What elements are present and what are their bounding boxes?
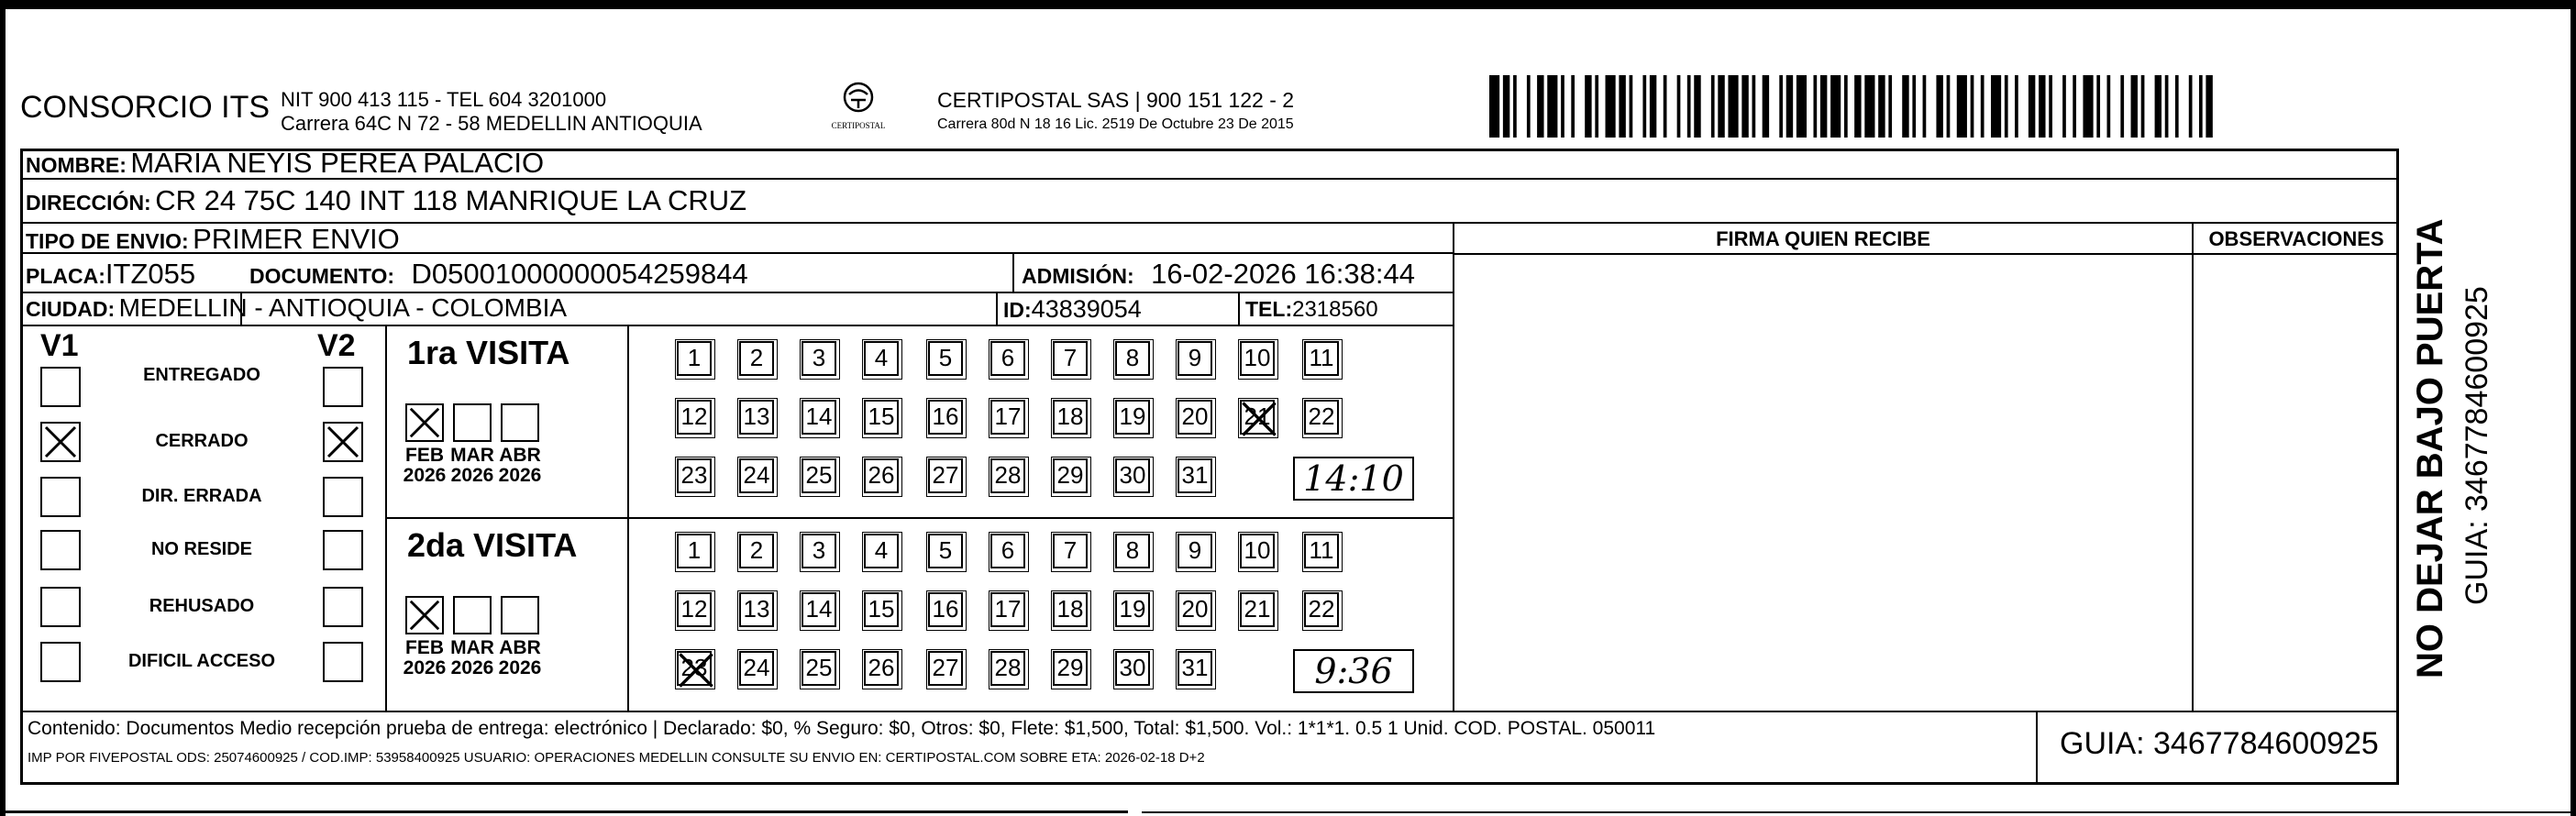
v1-checkbox-6[interactable] [40,642,81,682]
visit2-day-22: 22 [1304,592,1339,627]
visit2-day-10: 10 [1240,534,1275,568]
barcode-bar [2206,75,2212,138]
visit2-day-box[interactable] [675,649,715,689]
visit2-month-abr-checkbox[interactable] [501,596,539,634]
visit1-day-23: 23 [677,458,712,493]
visit2-month-name: FEB [405,637,444,658]
visit1-month-name: ABR [499,445,541,466]
visit1-day-30: 30 [1115,458,1150,493]
barcode-bar [2199,75,2203,138]
admision-label: ADMISIÓN: [1022,264,1134,288]
observaciones-label: OBSERVACIONES [2208,227,2384,250]
visit2-day-box[interactable] [1176,649,1216,689]
barcode-bar [1786,75,1793,138]
visit2-month-feb-checkbox[interactable] [405,596,444,634]
ciudad-value: MEDELLIN - ANTIOQUIA - COLOMBIA [118,293,568,322]
visit2-day-box[interactable] [737,532,778,572]
v1-checkbox-3[interactable] [40,477,81,517]
row-divider [1453,253,2399,255]
bottom-border [0,810,1128,813]
visit2-day-21: 21 [1240,592,1275,627]
bottom-border-right [1142,811,2576,813]
visit1-day-27: 27 [928,458,963,493]
barcode-bar [1718,75,1724,138]
visit1-day-26: 26 [864,458,899,493]
documento-label: DOCUMENTO: [249,264,395,288]
visit1-day-box[interactable] [800,339,840,380]
visit1-day-box[interactable] [1051,457,1091,497]
visit2-day-30: 30 [1115,651,1150,686]
right-border [2570,0,2576,816]
v1-checkbox-1[interactable] [40,367,81,407]
visit1-day-box[interactable] [1051,398,1091,438]
visit1-day-1: 1 [677,341,712,376]
visit2-day-box[interactable] [989,590,1029,631]
id-label: ID: [1003,298,1032,322]
visit2-day-box[interactable] [862,532,902,572]
visit1-day-box[interactable] [737,457,778,497]
ciudad-label: CIUDAD: [26,297,116,321]
visit1-month-label [448,446,497,486]
visit1-day-box[interactable] [926,457,967,497]
barcode-bar [1585,75,1591,138]
company-info [281,88,702,136]
barcode-bar [1537,75,1543,138]
visit1-day-6: 6 [990,341,1025,376]
barcode-bar [1947,75,1951,138]
company-nit: NIT 900 413 115 - TEL 604 3201000 [281,88,607,111]
visit2-day-1: 1 [677,534,712,568]
visit2-day-9: 9 [1177,534,1212,568]
admision-row [1022,258,1415,291]
direccion-label: DIRECCIÓN: [26,191,151,215]
status-label-3: DIR. ERRADA [141,486,262,506]
barcode-bar [1936,75,1942,138]
direccion-value: CR 24 75C 140 INT 118 MANRIQUE LA CRUZ [155,184,747,216]
visit2-day-box[interactable] [1051,590,1091,631]
visit2-day-box[interactable] [926,590,967,631]
visit2-day-box[interactable] [926,532,967,572]
visit1-day-box[interactable] [926,398,967,438]
barcode-bar [1619,75,1625,138]
visit1-day-25: 25 [802,458,836,493]
visit1-day-16: 16 [928,400,963,435]
visit2-day-7: 7 [1053,534,1088,568]
visit1-day-20: 20 [1177,400,1212,435]
visit1-day-4: 4 [864,341,899,376]
id-row [1003,295,1142,324]
visit1-day-box[interactable] [675,457,715,497]
company-address: Carrera 64C N 72 - 58 MEDELLIN ANTIOQUIA [281,112,702,135]
barcode-bar [1630,75,1633,138]
tel-row [1245,297,1378,323]
id-value: 43839054 [1031,295,1142,323]
side-guia: GUIA: 3467784600925 [2460,286,2494,605]
visit2-day-25: 25 [802,651,836,686]
visit2-day-box[interactable] [1176,532,1216,572]
visit1-day-8: 8 [1115,341,1150,376]
visit1-day-31: 31 [1177,458,1212,493]
column-divider [1453,222,1454,711]
visit2-day-11: 11 [1304,534,1339,568]
visit1-day-22: 22 [1304,400,1339,435]
visit1-day-box[interactable] [675,339,715,380]
top-border [0,0,2576,9]
barcode-bar [1664,75,1667,138]
visit2-day-12: 12 [677,592,712,627]
barcode-bar [2120,75,2124,138]
visit2-month-year: 2026 [403,657,447,678]
visit2-day-box[interactable] [800,590,840,631]
visit1-day-box[interactable] [1113,457,1154,497]
barcode-bar [1779,75,1783,138]
barcode-bar [1489,75,1499,138]
barcode-bar [1752,75,1756,138]
v1-checkbox-2[interactable] [40,422,81,462]
visit2-day-15: 15 [864,592,899,627]
placa-value: ITZ055 [105,258,196,290]
visit1-day-17: 17 [990,400,1025,435]
visit2-day-box[interactable] [1238,590,1278,631]
visit2-month-label [400,638,449,678]
placa-label: PLACA: [26,264,105,288]
visit1-day-24: 24 [739,458,774,493]
barcode-bar [1513,75,1517,138]
tel-label: TEL: [1245,297,1293,321]
visit2-day-box[interactable] [1302,590,1343,631]
barcode-bar [1991,75,2001,138]
visit1-month-year: 2026 [498,465,542,486]
visit2-day-26: 26 [864,651,899,686]
barcode-bar [1547,75,1557,138]
barcode [1489,75,2223,138]
placa-row [26,258,195,291]
visit2-day-4: 4 [864,534,899,568]
visit1-day-box[interactable] [989,339,1029,380]
v2-checkbox-1[interactable] [323,367,363,407]
visit2-day-29: 29 [1053,651,1088,686]
barcode-bar [1957,75,1967,138]
visit2-day-31: 31 [1177,651,1212,686]
status-label-4: NO RESIDE [150,539,253,559]
visit1-day-7: 7 [1053,341,1088,376]
visit1-month-feb-checkbox[interactable] [405,403,444,442]
visit1-day-box[interactable] [1051,339,1091,380]
barcode-bar [1902,75,1908,138]
visit1-day-21: 21 [1240,400,1275,435]
visit1-day-box[interactable] [862,339,902,380]
visit1-day-15: 15 [864,400,899,435]
visit2-day-box[interactable] [989,649,1029,689]
barcode-bar [1844,75,1848,138]
barcode-bar [1923,75,1927,138]
visit1-day-box[interactable] [737,398,778,438]
visit2-day-box[interactable] [989,532,1029,572]
visit2-day-box[interactable] [1051,532,1091,572]
visit2-day-6: 6 [990,534,1025,568]
tipo-value: PRIMER ENVIO [193,223,400,255]
visit1-month-year: 2026 [403,465,447,486]
courier-address: Carrera 80d N 18 16 Lic. 2519 De Octubre 23 De 2015 [937,116,1294,132]
v1-checkbox-5[interactable] [40,587,81,627]
visit2-day-27: 27 [928,651,963,686]
barcode-bar [2073,75,2076,138]
visit2-day-19: 19 [1115,592,1150,627]
v1-header: V1 [40,328,79,363]
barcode-bar [2083,75,2093,138]
visit2-day-box[interactable] [1113,532,1154,572]
barcode-bar [2106,75,2110,138]
visit1-time[interactable]: 14:10 [1293,457,1414,501]
column-divider [2036,711,2038,784]
visit1-month-year: 2026 [450,465,494,486]
barcode-bar [1854,75,1861,138]
barcode-bar [1888,75,1892,138]
tipo-row [26,223,400,256]
visit2-day-3: 3 [802,534,836,568]
barcode-bar [2096,75,2100,138]
barcode-bar [1741,75,1748,138]
side-warning: NO DEJAR BAJO PUERTA [2410,218,2450,678]
visit2-day-box[interactable] [1051,649,1091,689]
barcode-bar [1687,75,1691,138]
visit2-title: 2da VISITA [407,526,578,564]
visit2-day-8: 8 [1115,534,1150,568]
visit1-day-box[interactable] [1176,457,1216,497]
visit2-day-box[interactable] [800,532,840,572]
v2-checkbox-6[interactable] [323,642,363,682]
nombre-value: MARIA NEYIS PEREA PALACIO [130,147,545,179]
visit2-day-17: 17 [990,592,1025,627]
visit2-day-2: 2 [739,534,774,568]
courier-name: CERTIPOSTAL SAS | 900 151 122 - 2 [937,88,1295,112]
visit1-day-14: 14 [802,400,836,435]
v2-checkbox-3[interactable] [323,477,363,517]
barcode-bar [2131,75,2138,138]
visit2-day-box[interactable] [926,649,967,689]
visit1-day-12: 12 [677,400,712,435]
v2-checkbox-5[interactable] [323,587,363,627]
barcode-bar [1813,75,1817,138]
barcode-bar [1912,75,1916,138]
barcode-bar [1694,75,1700,138]
visit2-month-label [448,638,497,678]
visit2-day-box[interactable] [737,590,778,631]
visit1-day-box[interactable] [1302,339,1343,380]
barcode-bar [1650,75,1656,138]
column-divider [2192,222,2194,711]
barcode-bar [1571,75,1575,138]
barcode-bar [2005,75,2008,138]
visit2-month-mar-checkbox[interactable] [453,596,492,634]
nombre-label: NOMBRE: [26,153,127,177]
admision-value: 16-02-2026 16:38:44 [1151,258,1415,290]
footer-imp: IMP POR FIVEPOSTAL ODS: 25074600925 / COD.IMP: 53958400925 USUARIO: OPERACIONES MEDELLIN CONSULTE SU ENVIO EN: CERTIPOSTAL.COM SOBRE ETA: 2026-02-18 D+2 [28,750,1205,766]
barcode-bar [1711,75,1715,138]
visit1-day-box[interactable] [1176,339,1216,380]
visit2-day-box[interactable] [800,649,840,689]
visit2-day-box[interactable] [675,590,715,631]
visit2-day-14: 14 [802,592,836,627]
barcode-bar [1606,75,1616,138]
barcode-bar [1595,75,1598,138]
visit2-day-box[interactable] [675,532,715,572]
visit2-day-box[interactable] [737,649,778,689]
barcode-bar [2049,75,2052,138]
visit1-day-box[interactable] [1113,398,1154,438]
firma-label: FIRMA QUIEN RECIBE [1716,227,1930,250]
visit1-day-box[interactable] [800,457,840,497]
visit1-month-name: FEB [405,445,444,466]
tipo-label: TIPO DE ENVIO: [26,229,189,253]
company-name: CONSORCIO ITS [20,90,271,125]
visit2-day-5: 5 [928,534,963,568]
visit1-day-28: 28 [990,458,1025,493]
barcode-bar [1503,75,1509,138]
barcode-bar [2039,75,2045,138]
visit1-month-name: MAR [450,445,494,466]
barcode-bar [1728,75,1738,138]
barcode-bar [2029,75,2035,138]
visit1-day-11: 11 [1304,341,1339,376]
barcode-bar [2175,75,2179,138]
visit1-day-box[interactable] [1302,398,1343,438]
courier-info [937,88,1294,133]
visit1-day-box[interactable] [862,398,902,438]
visit2-day-box[interactable] [1302,532,1343,572]
visit2-month-name: MAR [450,637,494,658]
visit-divider [385,517,1454,519]
visit2-day-28: 28 [990,651,1025,686]
visit1-title: 1ra VISITA [407,334,570,371]
barcode-bar [2141,75,2145,138]
visit1-day-9: 9 [1177,341,1212,376]
barcode-bar [1677,75,1681,138]
status-label-1: ENTREGADO [143,365,260,385]
visit2-time[interactable]: 9:36 [1293,649,1414,693]
visit2-month-name: ABR [499,637,541,658]
visit1-month-label [495,446,545,486]
status-label-2: CERRADO [155,431,249,451]
visit2-day-23: 23 [677,651,712,686]
visit1-day-box[interactable] [926,339,967,380]
barcode-bar [1763,75,1769,138]
visit1-day-18: 18 [1053,400,1088,435]
row-divider [22,711,2399,712]
visit1-month-label [400,446,449,486]
barcode-bar [2062,75,2066,138]
barcode-bar [1561,75,1564,138]
status-label-5: REHUSADO [149,596,255,616]
visit1-day-2: 2 [739,341,774,376]
visit1-day-box[interactable] [862,457,902,497]
v2-checkbox-4[interactable] [323,530,363,570]
visit2-day-box[interactable] [862,590,902,631]
visit2-month-year: 2026 [450,657,494,678]
visit2-day-box[interactable] [862,649,902,689]
visit1-day-19: 19 [1115,400,1150,435]
visit1-day-box[interactable] [1238,398,1278,438]
nombre-row [26,147,544,180]
documento-value: D05001000000054259844 [411,258,748,290]
barcode-bar [2189,75,2193,138]
visit1-day-29: 29 [1053,458,1088,493]
left-border [0,0,6,816]
barcode-bar [1820,75,1827,138]
visit1-day-box[interactable] [1176,398,1216,438]
visit2-day-18: 18 [1053,592,1088,627]
certipostal-logo [825,81,891,132]
column-divider [1012,252,1014,292]
visit1-month-mar-checkbox[interactable] [453,403,492,442]
visit1-day-box[interactable] [737,339,778,380]
visit1-day-box[interactable] [989,398,1029,438]
visit2-day-box[interactable] [1113,649,1154,689]
visit1-day-box[interactable] [989,457,1029,497]
column-divider [996,292,998,325]
v2-header: V2 [317,328,356,363]
visit2-day-13: 13 [739,592,774,627]
visit1-day-5: 5 [928,341,963,376]
visit2-day-20: 20 [1177,592,1212,627]
barcode-bar [2015,75,2018,138]
logo-text: CERTIPOSTAL [831,121,886,130]
visit1-day-box[interactable] [675,398,715,438]
barcode-bar [1797,75,1807,138]
visit2-day-24: 24 [739,651,774,686]
footer-contenido: Contenido: Documentos Medio recepción prueba de entrega: electrónico | Declarado: $0, % Seguro: $0, Otros: $0, Flete: $1,500, Total: $1,500. Vol.: 1*1*1. 0.5 1 Unid. COD. POSTAL. 050011 [28,718,1656,739]
visit1-month-abr-checkbox[interactable] [501,403,539,442]
direccion-row [26,184,746,217]
barcode-bar [2155,75,2161,138]
visit1-day-box[interactable] [1113,339,1154,380]
v2-checkbox-2[interactable] [323,422,363,462]
status-label-6: DIFICIL ACCESO [127,651,275,671]
barcode-bar [1864,75,1874,138]
barcode-bar [1830,75,1841,138]
barcode-bar [1971,75,1974,138]
ciudad-row [26,293,567,323]
v1-checkbox-4[interactable] [40,530,81,570]
column-divider [1238,292,1240,325]
visit2-month-label [495,638,545,678]
barcode-bar [1878,75,1885,138]
visit1-day-13: 13 [739,400,774,435]
visit1-day-box[interactable] [1238,339,1278,380]
barcode-bar [1527,75,1531,138]
barcode-bar [1642,75,1646,138]
visit1-day-3: 3 [802,341,836,376]
tel-value: 2318560 [1292,297,1378,322]
documento-row [249,258,748,291]
visit1-day-box[interactable] [800,398,840,438]
barcode-bar [1981,75,1985,138]
footer-guia: GUIA: 3467784600925 [2060,726,2379,761]
visit2-month-year: 2026 [498,657,542,678]
visit2-day-box[interactable] [1113,590,1154,631]
visit2-day-box[interactable] [1238,532,1278,572]
barcode-bar [2165,75,2169,138]
visit2-day-box[interactable] [1176,590,1216,631]
visit2-day-16: 16 [928,592,963,627]
visit1-day-10: 10 [1240,341,1275,376]
